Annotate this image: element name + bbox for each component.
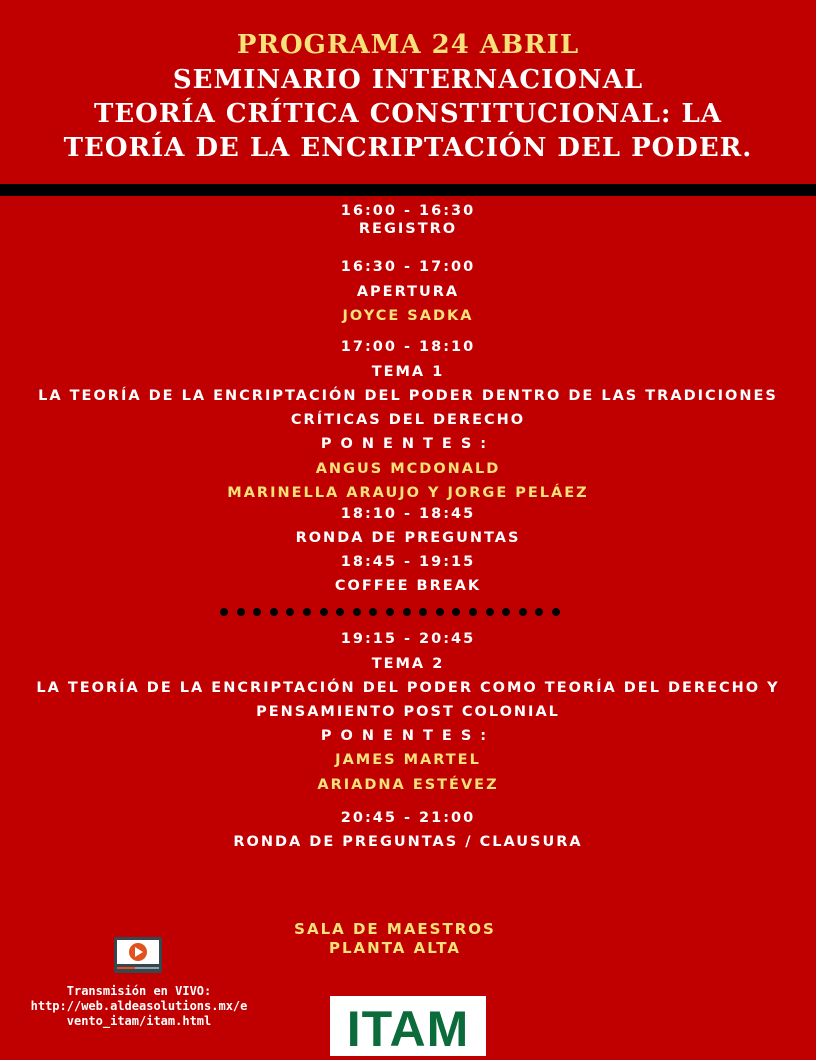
stream-info <box>14 984 264 1029</box>
itam-logo <box>330 996 486 1056</box>
venue-line2: PLANTA ALTA <box>329 939 461 957</box>
s3-speaker1: ANGUS MCDONALD <box>315 461 501 477</box>
s7-title: RONDA DE PREGUNTAS / CLAUSURA <box>233 834 583 850</box>
dotted-separator <box>220 606 560 618</box>
theme-title-line1: TEORÍA CRÍTICA CONSTITUCIONAL: LA <box>94 99 722 129</box>
stream-url-line2[interactable]: vento_itam/itam.html <box>66 1014 212 1028</box>
divider-band <box>0 184 816 196</box>
venue-line1: SALA DE MAESTROS <box>294 920 496 938</box>
video-play-icon[interactable] <box>114 937 162 973</box>
theme-title-line2: TEORÍA DE LA ENCRIPTACIÓN DEL PODER. <box>63 133 753 163</box>
s6-speaker1: JAMES MARTEL <box>335 752 481 768</box>
s7-time: 20:45 - 21:00 <box>340 810 476 826</box>
s5-title: COFFEE BREAK <box>334 578 482 594</box>
s6-time: 19:15 - 20:45 <box>340 631 476 647</box>
s2-title: APERTURA <box>356 284 460 300</box>
s6-topic-line1: LA TEORÍA DE LA ENCRIPTACIÓN DEL PODER COMO TEORÍA DEL DERECHO Y <box>36 680 780 696</box>
s5-time: 18:45 - 19:15 <box>340 554 476 570</box>
stream-label: Transmisión en VIVO: <box>66 984 212 998</box>
s6-topic-line2: PENSAMIENTO POST COLONIAL <box>256 704 560 720</box>
s3-time: 17:00 - 18:10 <box>340 339 476 355</box>
s2-time: 16:30 - 17:00 <box>340 259 476 275</box>
s1-title: REGISTRO <box>358 221 458 237</box>
s4-title: RONDA DE PREGUNTAS <box>295 530 521 546</box>
program-date-title: PROGRAMA 24 ABRIL <box>236 30 580 60</box>
s3-topic-line1: LA TEORÍA DE LA ENCRIPTACIÓN DEL PODER DENTRO DE LAS TRADICIONES <box>38 388 778 404</box>
s3-speaker2: MARINELLA ARAUJO Y JORGE PELÁEZ <box>227 485 589 501</box>
seminar-title: SEMINARIO INTERNACIONAL <box>172 65 644 95</box>
stream-url-line1[interactable]: http://web.aldeasolutions.mx/e <box>30 999 248 1013</box>
header <box>0 0 816 184</box>
s4-time: 18:10 - 18:45 <box>340 506 476 522</box>
s3-ponentes-label: PONENTES: <box>320 436 496 452</box>
s1-time: 16:00 - 16:30 <box>340 203 476 219</box>
svg-text:ITAM: ITAM <box>346 1001 470 1056</box>
s3-title: TEMA 1 <box>371 364 445 380</box>
s3-topic-line2: CRÍTICAS DEL DERECHO <box>290 412 526 428</box>
s2-speaker: JOYCE SADKA <box>342 308 474 324</box>
s6-ponentes-label: PONENTES: <box>320 728 496 744</box>
s6-title: TEMA 2 <box>371 656 445 672</box>
s6-speaker2: ARIADNA ESTÉVEZ <box>317 777 499 793</box>
